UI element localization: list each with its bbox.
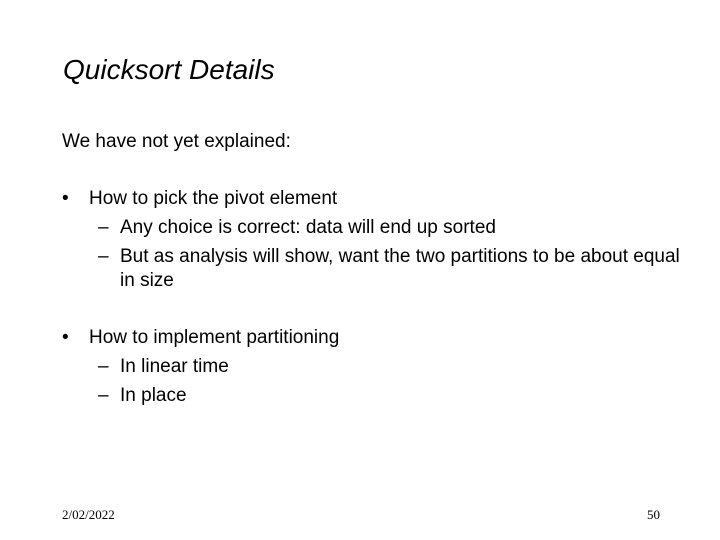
bullet-marker: • — [62, 188, 69, 209]
bullet-text: How to implement partitioning — [89, 327, 340, 348]
bullet-text: How to pick the pivot element — [89, 188, 338, 209]
sub-bullet-text: In place — [120, 385, 187, 406]
sub-bullet-marker: – — [98, 246, 109, 267]
sub-bullet-text: Any choice is correct: data will end up sorted — [120, 217, 496, 238]
intro-text: We have not yet explained: — [62, 131, 291, 152]
sub-bullet-text: In linear time — [120, 356, 229, 377]
bullet-marker: • — [62, 327, 69, 348]
slide-title: Quicksort Details — [63, 54, 275, 85]
sub-bullet-text: But as analysis will show, want the two partitions to be about equal in size — [120, 246, 680, 291]
sub-bullet-marker: – — [98, 385, 109, 406]
sub-bullet-marker: – — [98, 356, 109, 377]
sub-bullet-marker: – — [98, 217, 109, 238]
footer-date: 2/02/2022 — [62, 507, 115, 522]
page-number: 50 — [647, 507, 660, 522]
